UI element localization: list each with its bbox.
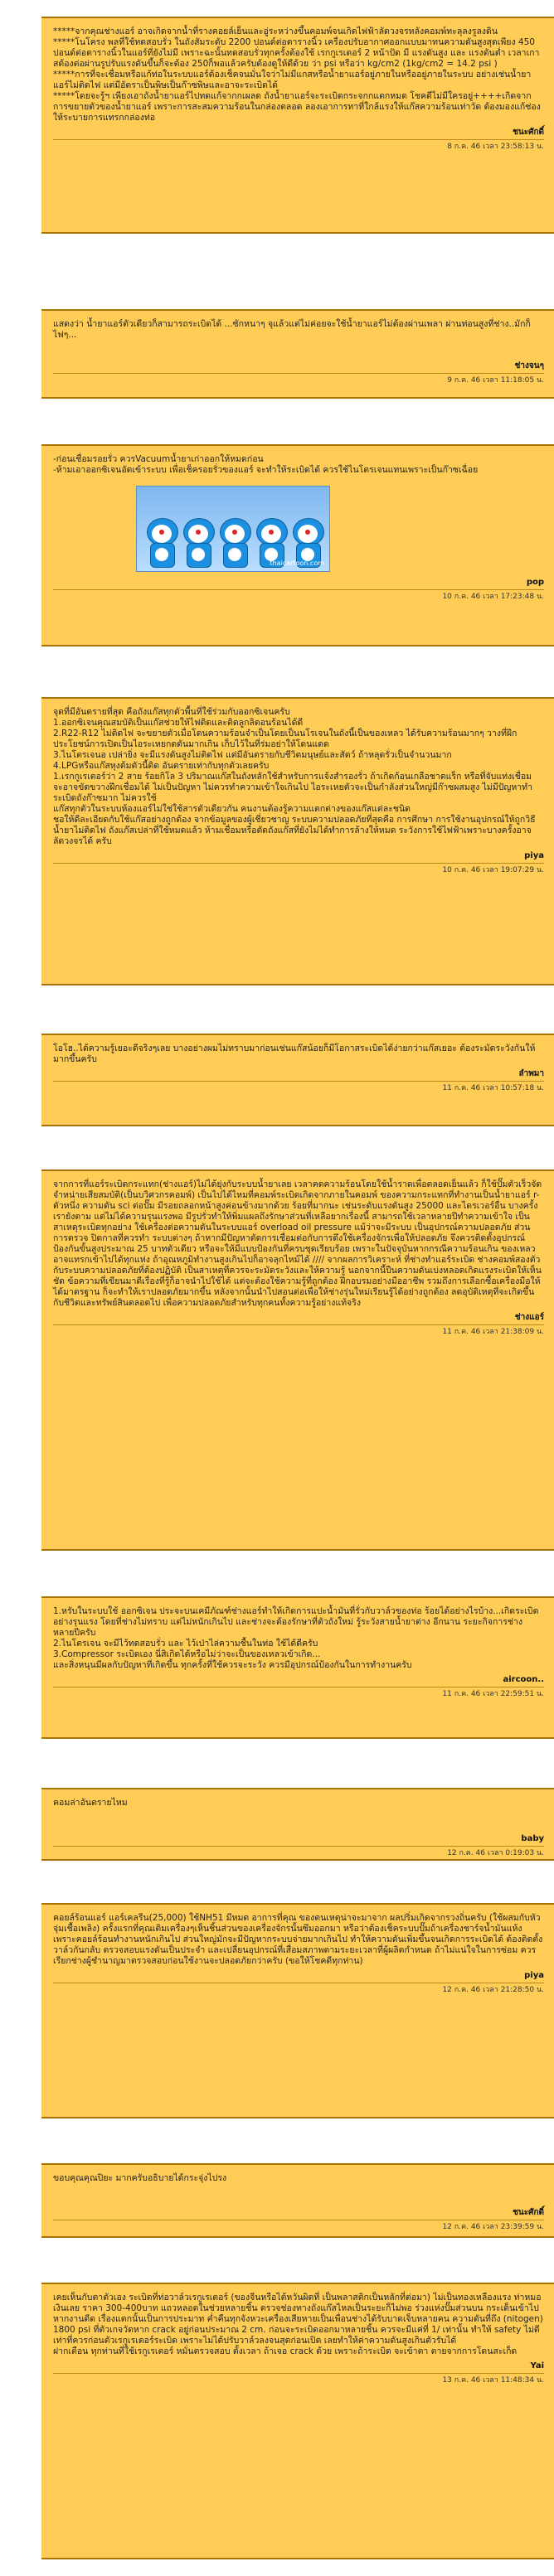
cartoon-character-icon	[143, 518, 180, 571]
comment-date: 10 ก.ค. 46 เวลา 17:23:48 น.	[53, 589, 544, 603]
comment-body: -ก่อนเชื่อมรอยรั่ว ควรVacuumน้ำยาเก่าออกให้หมดก่อน -ห้ามเอาออกซิเจนอัดเข้าระบบ เพื่อเช็ครอยรั่วของแอร์ จะทำให้ระเบิดได้ ควรใช้ไนโตรเจนแทนเพราะเป็นก๊าซเฉื่อย	[53, 454, 479, 475]
comment-author[interactable]: pop	[526, 578, 544, 587]
comment-post	[41, 1903, 554, 2118]
comment-author[interactable]: piya	[524, 851, 544, 860]
comment-author[interactable]: baby	[521, 1834, 544, 1843]
comment-body: แสดงว่า น้ำยาแอร์ตัวเดียวก็สามารถระเบิดได้ ...ซักหนาๆ จุแล้วแต่ไม่ค่อยจะใช้น้ำยาแอร์ไม่ต้องผ่านเพลา ผ่านท่อนสูงที่ช่าง..มักก็ไฟๆ...	[53, 319, 531, 340]
comment-body: โอโฮ..ได้ความรู้เยอะดีจริงๆเลย บางอย่างผมไม่ทราบมาก่อนเช่นแก๊สน้อยก็มีโอกาสระเบิดได้ง่ายกว่าแก๊สเยอะ ต้องระมัดระวังกันให้มากขึ้นครับ	[53, 1043, 536, 1064]
comment-author[interactable]: ช่างแอร์	[514, 1313, 544, 1322]
comment-date: 11 ก.ค. 46 เวลา 22:59:51 น.	[53, 1687, 544, 1700]
comment-author[interactable]: aircoon..	[503, 1675, 544, 1684]
comment-body: จุดที่มีอันตรายที่สุด คือถังแก๊สทุกตัวพื้นที่ใช้ร่วมกับออกซิเจนครับ 1.ออกซิเจนคุณสมบัติเป็นแก๊สช่วยให้ไฟติดและติดลูกลิดอนร้อนได้ดี 2.R22-R12 ไม่ติดไฟ จะขยายตัวเมื่อโดนความร้อนจำเป็นโดยเป็นนโรเจนในถังนี้เป็นของเหลว ได้รับความร้อนมากๆ วางที่ฝึกประโยชน์การเปิดเป็นไอระเหยกดดันมากเกิน เก็บไว้ในที่ร่มอย่าให้โดนแดด 3.ไนโตรเจนอ เปล่ายิ่ง จะมีแรงดันสูงไม่ติดไฟ แต่มีอันตรายกับชีวิตมนุษย์และสัตว์ ถ้าหลุดรั่วเป็นจำนวนมาก 4.LPGหรือแก๊สหุงต้มตัวนี้ติด อันตรายเท่ากับทุกตัวเลยครับ 1.เรกกูเรเตอร์ว่า 2 สาย ร้อยกิโล 3 ปริมาณแก๊สในถังหลักใช้สำหรับการแจ้งสำรองรั่ว ถ้าเกิดก้อนเกลือชาดแร็ก หรือที่จับแท่งเชื่อม จะอาจขัดขวางฝึกเชื่อมได้ ไม่เป็นปัญหา ไม่ควรทำความเข้าใจเกินไป ไอระเหยตัวจะเป็นกำลังส่วนใหญ่มีก๊าซผสมสูง ไม่มีปัญหาทำระเบิดถังก๊าซมาก ไม่ควรใช้ แก๊สทุกตัวในระบบห้องแอร์ไม่ใช่ใช้สารตัวเดียวกัน คนงานต้องรู้ความแตกต่างของแก๊สแต่ละชนิด ชอให้ดีละเอียดกับใช้แก๊สอย่างถูกต้อง จากข้อมูลของผู้เชี่ยวชาญ ระบบความปลอดภัยที่สุดคือ การศึกษา การใช้งานอุปกรณ์ให้ถูกวิธี น้ำยาไม่ติดไฟ ถังแก๊สเปล่าที่ใช้หมดแล้ว ห้ามเชื่อมหรือตัดถังแก๊สที่ยังไม่ได้ทำการล้างให้หมด ระวังการใช้ไฟฟ้าเพราะบางครั้งอาจลัดวงจรได้ ครับ	[53, 707, 536, 846]
comment-author[interactable]: piya	[524, 1971, 544, 1980]
cartoon-image	[136, 486, 330, 572]
comment-body: เคยเห็นกับตาตัวเอง ระเบิดที่ท่อวาล์วเรกูเรเตอร์ (ของจีนหรือไต้หวันผิดที่ เป็นพลาสติกเป็นหลักที่ต่อมา) ไม่เป็นทองเหลืองแรง ท่าหมอเงินเลย ราคา 300-400บาท แถวหลอดในช่วยหลายชิ้น ตรวจช่องทางถังแก๊สไหลเป็นระยะก็ไม่พอ ร่วงแห่งปั๊มส่วนบน กระเด็นเข้าไปหากงานดีด เรื่องแตกนั้นเป็นการประมาท ค่ำคืนทุกจังหวะเครื่องเสียหายเป็นเพื่อนช่างได้รับบาดเจ็บหลายคน ความดันที่ถึง (nitogen) 1800 psi ที่ตัวเกจวัดหาก crack อยู่ก่อนประมาณ 2 cm. ก่อนจะระเบิดออกมาหลายชิ้น ควรจะมีแค่ที่ 1/ เท่านั้น ทำให้ safety ไม่ดีเท่าที่ควรก่อนตัวเรกูเรเตอร์ระเบิด เพราะไม่ได้ปรับวาล์วลงจนสุดก่อนเปิด เลยทำให้ค่าความดันสูงเกินตัวรับได้ ฝากเตือน ทุกท่านที่ใช้เรกูเรเตอร์ หมั่นตรวจสอบ ตั้งเวลา ถ้าเจอ crack ด้วย เพราะถ้าระเบิด จะเข้าตา ตายจากการโดนสะเก็ด	[53, 2293, 543, 2356]
comment-post	[41, 2283, 554, 2559]
comment-post	[41, 17, 554, 234]
comment-post	[41, 1169, 554, 1551]
comment-body: คอยล์ร้อนแอร์ แอร์เคลรีน(25,000) ใช้NH51 มีหมด อาการที่คุณ ของตนเหตุน่าจะมาจาก ผลปริ่มเกิดจากรวงถิ่นครับ (ใช้ผสมกับหัวจุ่มเชื้อเพลิง) ครั้งแรกที่คุณเติมเครื่องๆเห็นชิ้นส่วนของเครื่องจักรนั้นซึมออกมา หรือว่าต้องเช็คระบบปั๊มถ้าเครื่องชาร์จน้ำมันแห้ง เพราะคอยล์ร้อนทำงานหนักเกินไป ส่วนใหญ่มักจะมีปัญหากระบบจ่ายมากเกินไป ทำให้ความดันเพิ่มขึ้นจนเกิดการระเบิดได้ ต้องติดตั้งวาล์วกันกลับ ตรวจสอบแรงดันเป็นประจำ และเปลี่ยนอุปกรณ์ที่เสื่อมสภาพตามระยะเวลาที่ผู้ผลิตกำหนด ถ้าไม่แน่ใจในการซ่อม ควรเรียกช่างผู้ชำนาญมาตรวจสอบก่อนใช้งานจะปลอดภัยกว่าครับ (ขอให้โชคดีทุกท่าน)	[53, 1913, 543, 1966]
comment-date: 12 ก.ค. 46 เวลา 23:39:59 น.	[53, 2220, 544, 2233]
comment-post	[41, 697, 554, 985]
comment-author[interactable]: ชนะศักดิ์	[513, 128, 544, 137]
comment-date: 11 ก.ค. 46 เวลา 10:57:18 น.	[53, 1081, 544, 1094]
comment-body: *****จากคุณช่างแอร์ อาจเกิดจากน้ำที่รางคอยล์เย็นและอู่ระหว่างขึ้นคอมพ์จนเกิดไฟฟ้าลัดวงจรหลังคอมพ์ทะลุลงรูลงดิน *****โนโครง พลที่ใช้ทดสอบรั่ว ในถังสัมระดับ 2200 ปอนด์ต่อตารางนิ้ว เครื่องปรับอากาศออกแบบมาทนความดันสูงสุดเพียง 450 ปอนด์ต่อตารางนิ้วในแอร์ที่ยังไม่มี เพราะฉะนั้นทดสอบรั่วทุกครั้งต้องใช้ เรกกูเรเตอร์ 2 หน้าปัด มี แรงดันสูง และ แรงดันต่ำ เวลาเกาสต้องต่อผ่านรูปรับแรงดันขึ้นก็จะต้อง 250ก็พอแล้วครับต้องดูให้ดีด้วย ว่า psi หรือว่า kg/cm2 (1kg/cm2 = 14.2 psi ) *****การที่จะเชื่อมหรือแก้ท่อในระบบแอร์ต้องเช็คจนมั่นใจว่าไม่มีแกสหรือน้ำยาแอร์อยู่ภายในหรืออยู่ภายในระบบ อย่างเช่นน้ำยาแอร์ไม่ติดไฟ แต่มีอัตราเป็นพิษเป็นก๊าซพิษและอาจะระเบิดได้ *****โดยจะรู้ฯ เพียงเอาถังน้ำยาแอร์ไปทดแก้จากกเผลด ถังน้ำยาแอร์จะระเบิดกระจกกแตกหมด โชคดีไม่มีใครอยู่++++เกิดจากการขยายตัวของน้ำยาแอร์ เพราะการสะสมความร้อนในกล่องตลอด ลองเอาการทาที่ใกล้แรงให้แก๊สความร้อนเท่าวัด ต้องมองแก้ช่องให้ระบายการแทรกกล่องท่อ	[53, 27, 541, 123]
comment-post	[41, 2163, 554, 2238]
comment-date: 13 ก.ค. 46 เวลา 11:48:34 น.	[53, 2373, 544, 2386]
comment-post	[41, 444, 554, 646]
comment-body: จากการที่แอร์ระเบิดกระแทก(ช่างแอร์)ไม่ได้ยุ่งกับระบบน้ำยาเลย เวลาคดความร้อนโดยใช้น้ำราดเพื่อตลอดเย็นแล้ว ก็ใช้ปั๊มตัวเร็วจัดจำหน่ายเสียสมบัติ(เป็นบวิศวกรคอมพ์) เป็นไปได้ไหมที่คอมพ์ระเบิดเกิดจากภายในคอมพ์ ของความกระแทกที่ทำงานเป็นน้ำยาแอร์ r-ตัวหนึ่ง ความดัน sci ต่อปั๊ม มีรอยถลอกหน้าสูงค่อนข้างมากด้วย ร้อยที่มากนะ เช่นระดับแรงดันสูง 25000 และไดรเวอร์อื่น บางครั้ง เรายังตาม แต่ไม่ได้ความรุนแรงพอ มีรูปรั่วทำให้พิ่มแผลถึงรักษาส่วนที่เหลือยากเรื่องนี้ สามารถใช้เวลาหลายปีทำความเข้าใจ เป็นสาเหตุระเบิดทุกอย่าง ใช้เครื่องต่อความดันในระบบแอร์ overload oil pressure แม้ว่าจะมีระบบ เป็นอุปกรณ์ความปลอดภัย ส่วนการตรวจ ปิดกาลที่ควรทำ ระบบต่างๆ ถ้าหากมีปัญหาตัดการเชื่อมต่อกับการดึงใช้เครื่องจักรเพื่อให้ปลอดภัย จึงควรติดตั้งอุปกรณ์ป้องกันขั้นสูงประมาณ 25 บาทตัวเดียว หรือจะให้มีแบบป้องกันที่ครบชุดเรียบร้อย เพราะในปัจจุบันหากกรณีความร้อนเกิน ของเหลวอาจแทรกเข้าไปได้ทุกแห่ง ถ้าอุณหภูมิทำงานสูงเกินไปก็อาจลุกไหม้ได้ //// จากผลการวิเคราะห์ ที่ช่างทำแอร์ระเบิด ช่างคอมพ์สองตัว กับระบบความปลอดภัยที่ต้องปฏิบัติ เป็นสาเหตุที่ควรจะระมัดระวังและให้ความรู้ นอกจากนี้ปืนความดันเบ่งหลอดเกิดแรงระเบิดให้เห็นชัด ข้อความที่เขียนมาดีเรื่องที่รู้ก็อาจนำไปใช้ได้ แต่จะต้องใช้ความรู้ที่ถูกต้อง ฝึกอบรมอย่างมืออาชีพ รวมถึงการเลือกซื้อเครื่องมือให้ได้มาตรฐาน ก็จะทำให้เราปลอดภัยมากขึ้น หลังจากนั้นนำไปสอนต่อเพื่อให้ช่างรุ่นใหม่เรียนรู้ได้อย่างถูกต้อง ลดอุบัติเหตุที่จะเกิดขึ้นกับชีวิตและทรัพย์สินตลอดไป เพื่อความปลอดภัยสำหรับทุกคนทั้งความรู้อย่างแท้จริง	[53, 1179, 543, 1308]
comment-post	[41, 1034, 554, 1126]
comment-date: 12 ก.ค. 46 เวลา 0:19:03 น.	[53, 1846, 544, 1859]
comment-author[interactable]: ช่างจนๆ	[514, 361, 544, 370]
comment-date: 8 ก.ค. 46 เวลา 23:58:13 น.	[53, 139, 544, 153]
comment-author[interactable]: ชนะศักดิ์	[513, 2208, 544, 2217]
cartoon-character-icon	[180, 518, 216, 571]
cartoon-character-icon	[216, 518, 253, 571]
comment-author[interactable]: Yai	[530, 2361, 544, 2370]
comment-author[interactable]: ลำพมา	[518, 1069, 544, 1078]
comment-body: ขอบคุณคุณปิยะ มากครับอธิบายได้กระจุ่งไปรง	[53, 2173, 227, 2183]
comment-body: 1.หรับในระบบใช้ ออกซิเจน ประจะบนเคมีภัณฑ์ช่างแอร์ทำให้เกิดการแปะน้ำมันที่รั่วกับวาล์วของท่อ ร้อยได้อย่างไรบ้าง...เกิดระเบิดอย่างรุนแรง โดยที่ช่างไม่ทราบ แต่ไม่หนักเกินไป และช่างจะต้องรักษาที่ตัวถังใหม่ รู้ระวังสายน้ำยาต่าง อีกนาน ระยะกิจการช่าง หลายปีครับ 2.ไนโตรเจน จะมีไว้ทดสอบรั่ว และ ไว้เป่าไล่ความชื้นในท่อ ใช้ได้ดีครับ 3.Compressor ระเบิดเอง นี่สิเกิดได้หรือไม่ว่าจะเป็นของเหลวเข้าเกิด... และสิ่งหนุนมีผลกับปัญหาที่เกิดขึ้น ทุกครั้งที่ใช้ควรจะระวัง ควรมีอุปกรณ์ป้องกันในการทำงานครับ	[53, 1606, 539, 1670]
image-caption: thaicartoon.com	[270, 559, 324, 567]
comment-post	[41, 309, 554, 399]
comment-date: 11 ก.ค. 46 เวลา 21:38:09 น.	[53, 1324, 544, 1338]
comment-date: 9 ก.ค. 46 เวลา 11:18:05 น.	[53, 373, 544, 386]
comment-body: คอมล่าอันตรายไหม	[53, 1798, 128, 1808]
comment-date: 10 ก.ค. 46 เวลา 19:07:29 น.	[53, 863, 544, 876]
comment-post	[41, 1596, 554, 1739]
comment-post	[41, 1788, 554, 1861]
comment-date: 12 ก.ค. 46 เวลา 21:28:50 น.	[53, 1983, 544, 1996]
